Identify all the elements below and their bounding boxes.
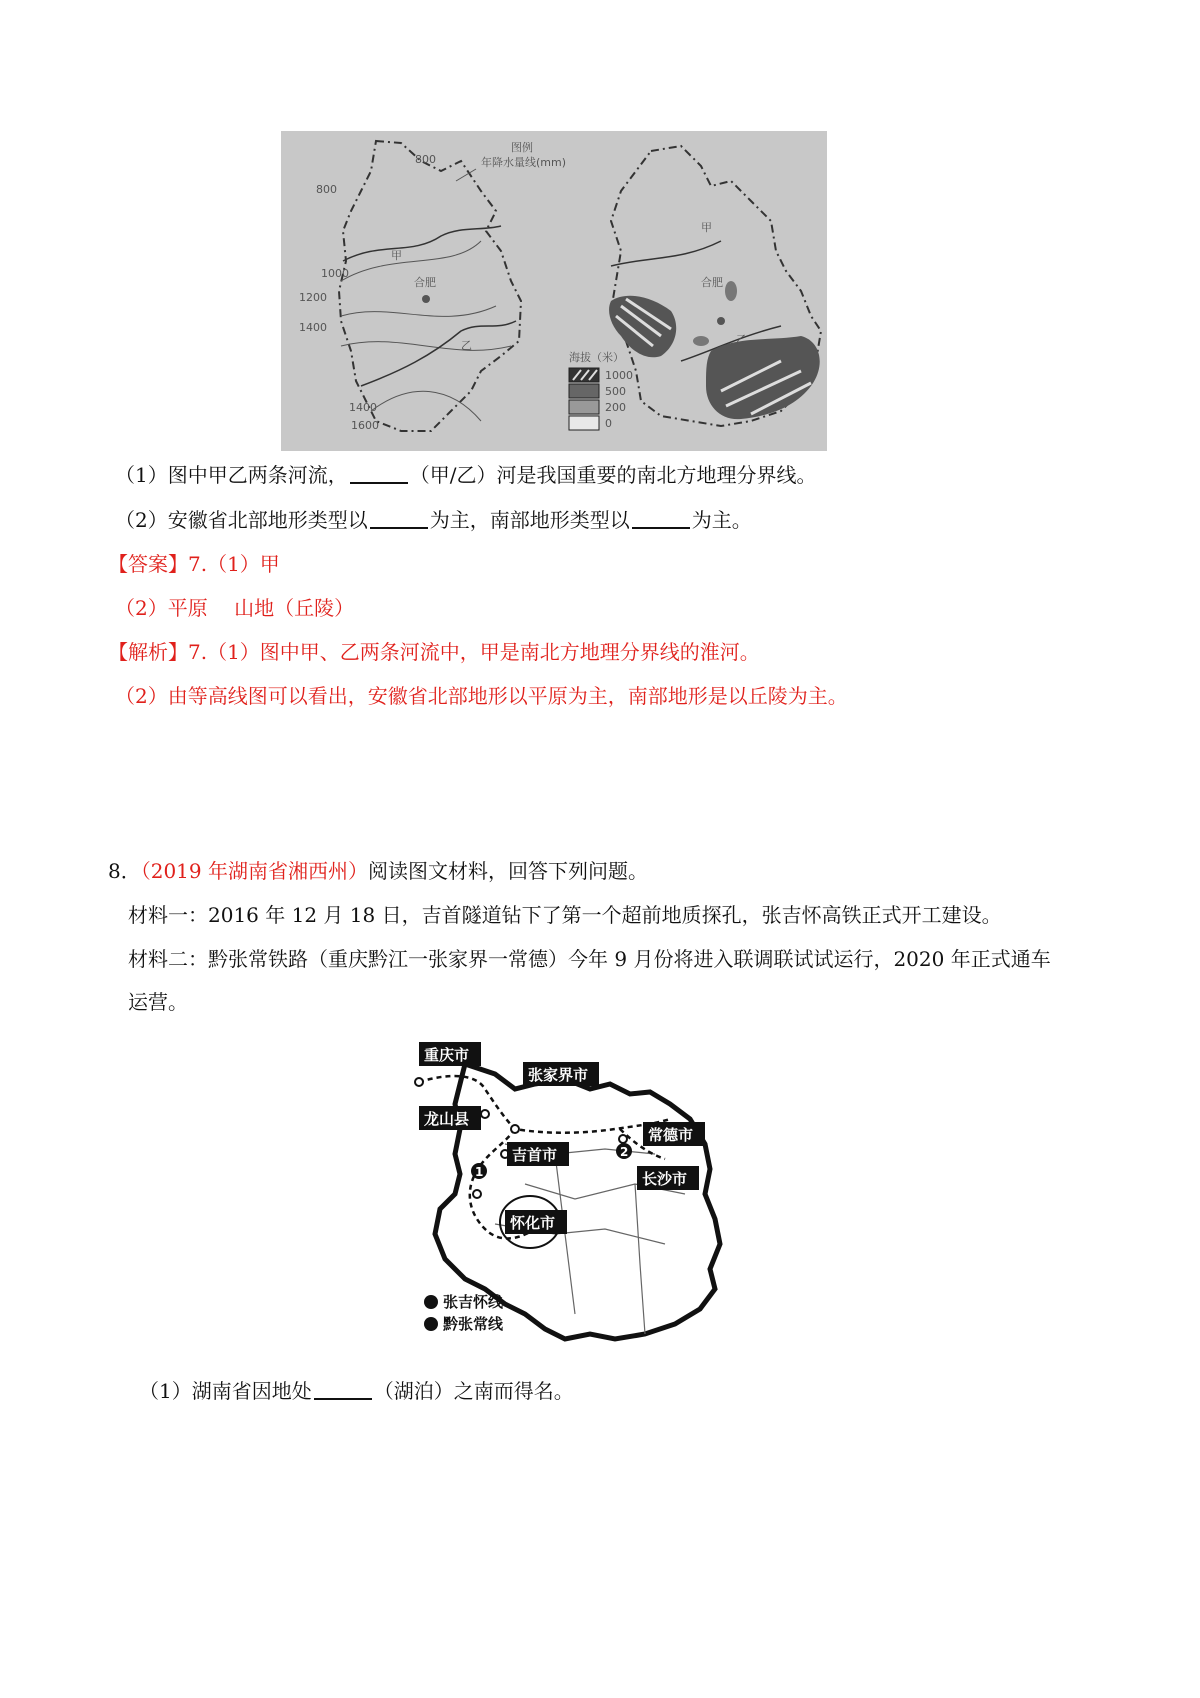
elevation-swatch-0 xyxy=(569,416,599,430)
station-dot xyxy=(415,1078,423,1086)
city-label-jishou: 吉首市 xyxy=(512,1146,558,1164)
river-a-line-right xyxy=(611,241,721,266)
river-a-line xyxy=(343,226,501,261)
isohyet-label: 1600 xyxy=(351,419,379,432)
answer-1: 7.（1）甲 xyxy=(188,552,280,576)
river-a-label-left: 甲 xyxy=(391,249,402,262)
q7-sub2-a: （2）安徽省北部地形类型以 xyxy=(115,508,368,532)
legend-pointer xyxy=(456,169,476,181)
city-label-changsha: 长沙市 xyxy=(642,1170,688,1188)
river-b-label-left: 乙 xyxy=(461,339,472,352)
hefei-dot-right xyxy=(717,317,725,325)
city-label-right: 合肥 xyxy=(701,276,723,289)
line1-marker-label: 1 xyxy=(475,1165,484,1179)
q7-answer-2: （2）平原 山地（丘陵） xyxy=(115,596,355,620)
city-label-huaihua: 怀化市 xyxy=(510,1214,556,1232)
river-a-label-right: 甲 xyxy=(701,221,712,234)
river-b-label-right: 乙 xyxy=(736,333,747,346)
q7-sub2-b: 为主，南部地形类型以 xyxy=(429,508,630,532)
q8-number: 8． xyxy=(108,859,141,883)
q7-analysis-2: （2）由等高线图可以看出，安徽省北部地形以平原为主，南部地形是以丘陵为主。 xyxy=(115,684,848,708)
analysis-1: 7.（1）图中甲、乙两条河流中，甲是南北方地理分界线的淮河。 xyxy=(188,640,760,664)
isohyet-label: 800 xyxy=(415,153,436,166)
q7-answer xyxy=(108,551,280,577)
answer-blank[interactable] xyxy=(632,509,690,529)
station-dot xyxy=(481,1110,489,1118)
city-label-chongqing: 重庆市 xyxy=(424,1046,470,1064)
q8-material2-cont: 运营。 xyxy=(128,990,188,1014)
q7-sub1-post: （甲/乙）河是我国重要的南北方地理分界线。 xyxy=(409,463,817,487)
anhui-map-figure xyxy=(281,131,827,451)
isohyet-label: 1000 xyxy=(321,267,349,280)
hunan-map-svg xyxy=(405,1034,725,1349)
isohyet-label: 800 xyxy=(316,183,337,196)
river-b-line xyxy=(361,321,516,386)
q8-source: （2019 年湖南省湘西州） xyxy=(140,859,368,883)
q8-material2: 材料二：黔张常铁路（重庆黔江一张家界一常德）今年 9 月份将进入联调联试试运行，2020 年正式通车 xyxy=(128,947,1051,971)
answer-blank[interactable] xyxy=(370,509,428,529)
elevation-label: 1000 xyxy=(605,369,633,382)
elevation-label: 500 xyxy=(605,385,626,398)
q7-sub2-c: 为主。 xyxy=(691,508,752,532)
answer-blank[interactable] xyxy=(314,1380,372,1400)
isohyet-label: 1200 xyxy=(299,291,327,304)
q7-sub2 xyxy=(115,507,752,533)
hefei-dot-left xyxy=(422,295,430,303)
q7-analysis xyxy=(108,639,760,665)
legend-zhangjihuai: 张吉怀线 xyxy=(443,1293,504,1311)
elevation-swatch-500 xyxy=(569,384,599,398)
isohyet-label: 1400 xyxy=(299,321,327,334)
line2-marker-label: 2 xyxy=(620,1145,629,1159)
hunan-railway-map-figure xyxy=(405,1034,725,1349)
anhui-map-svg xyxy=(281,131,827,451)
hill-patch xyxy=(725,281,737,301)
q8-sub1-pre: （1）湖南省因地处 xyxy=(139,1379,312,1403)
q8-sub1-post: （湖泊）之南而得名。 xyxy=(373,1379,574,1403)
legend-qianzhangchang: 黔张常线 xyxy=(443,1315,504,1333)
hill-patch xyxy=(693,336,709,346)
q8-material1: 材料一：2016 年 12 月 18 日，吉首隧道钻下了第一个超前地质探孔，张吉怀高铁正式开工建设。 xyxy=(128,903,1002,927)
station-dot xyxy=(619,1135,627,1143)
isohyet-label: 1400 xyxy=(349,401,377,414)
city-label-longshan: 龙山县 xyxy=(424,1110,470,1128)
city-label-changde: 常德市 xyxy=(648,1126,694,1144)
isohyet-line xyxy=(371,391,481,421)
elevation-swatch-200 xyxy=(569,400,599,414)
legend-title-a: 图例 xyxy=(511,141,533,154)
station-dot xyxy=(511,1125,519,1133)
q7-sub1-pre: （1）图中甲乙两条河流， xyxy=(115,463,348,487)
station-dot xyxy=(473,1190,481,1198)
answer-blank[interactable] xyxy=(350,464,408,484)
city-label-left: 合肥 xyxy=(414,276,436,289)
legend-title-b: 年降水量线(mm) xyxy=(481,156,567,169)
elevation-label: 200 xyxy=(605,401,626,414)
analysis-label: 【解析】 xyxy=(108,640,188,664)
elevation-label: 0 xyxy=(605,417,612,430)
legend-marker-2 xyxy=(424,1317,438,1331)
legend-marker-1 xyxy=(424,1295,438,1309)
q7-sub1 xyxy=(115,462,816,488)
elevation-legend-title: 海拔（米） xyxy=(569,351,624,364)
answer-label: 【答案】 xyxy=(108,552,188,576)
isohyet-line xyxy=(341,306,496,316)
q8-heading xyxy=(108,858,648,884)
q8-sub1 xyxy=(139,1378,574,1404)
q8-prompt: 阅读图文材料，回答下列问题。 xyxy=(368,859,648,883)
city-label-zhangjiajie: 张家界市 xyxy=(528,1066,589,1084)
isohyet-line xyxy=(341,342,511,351)
